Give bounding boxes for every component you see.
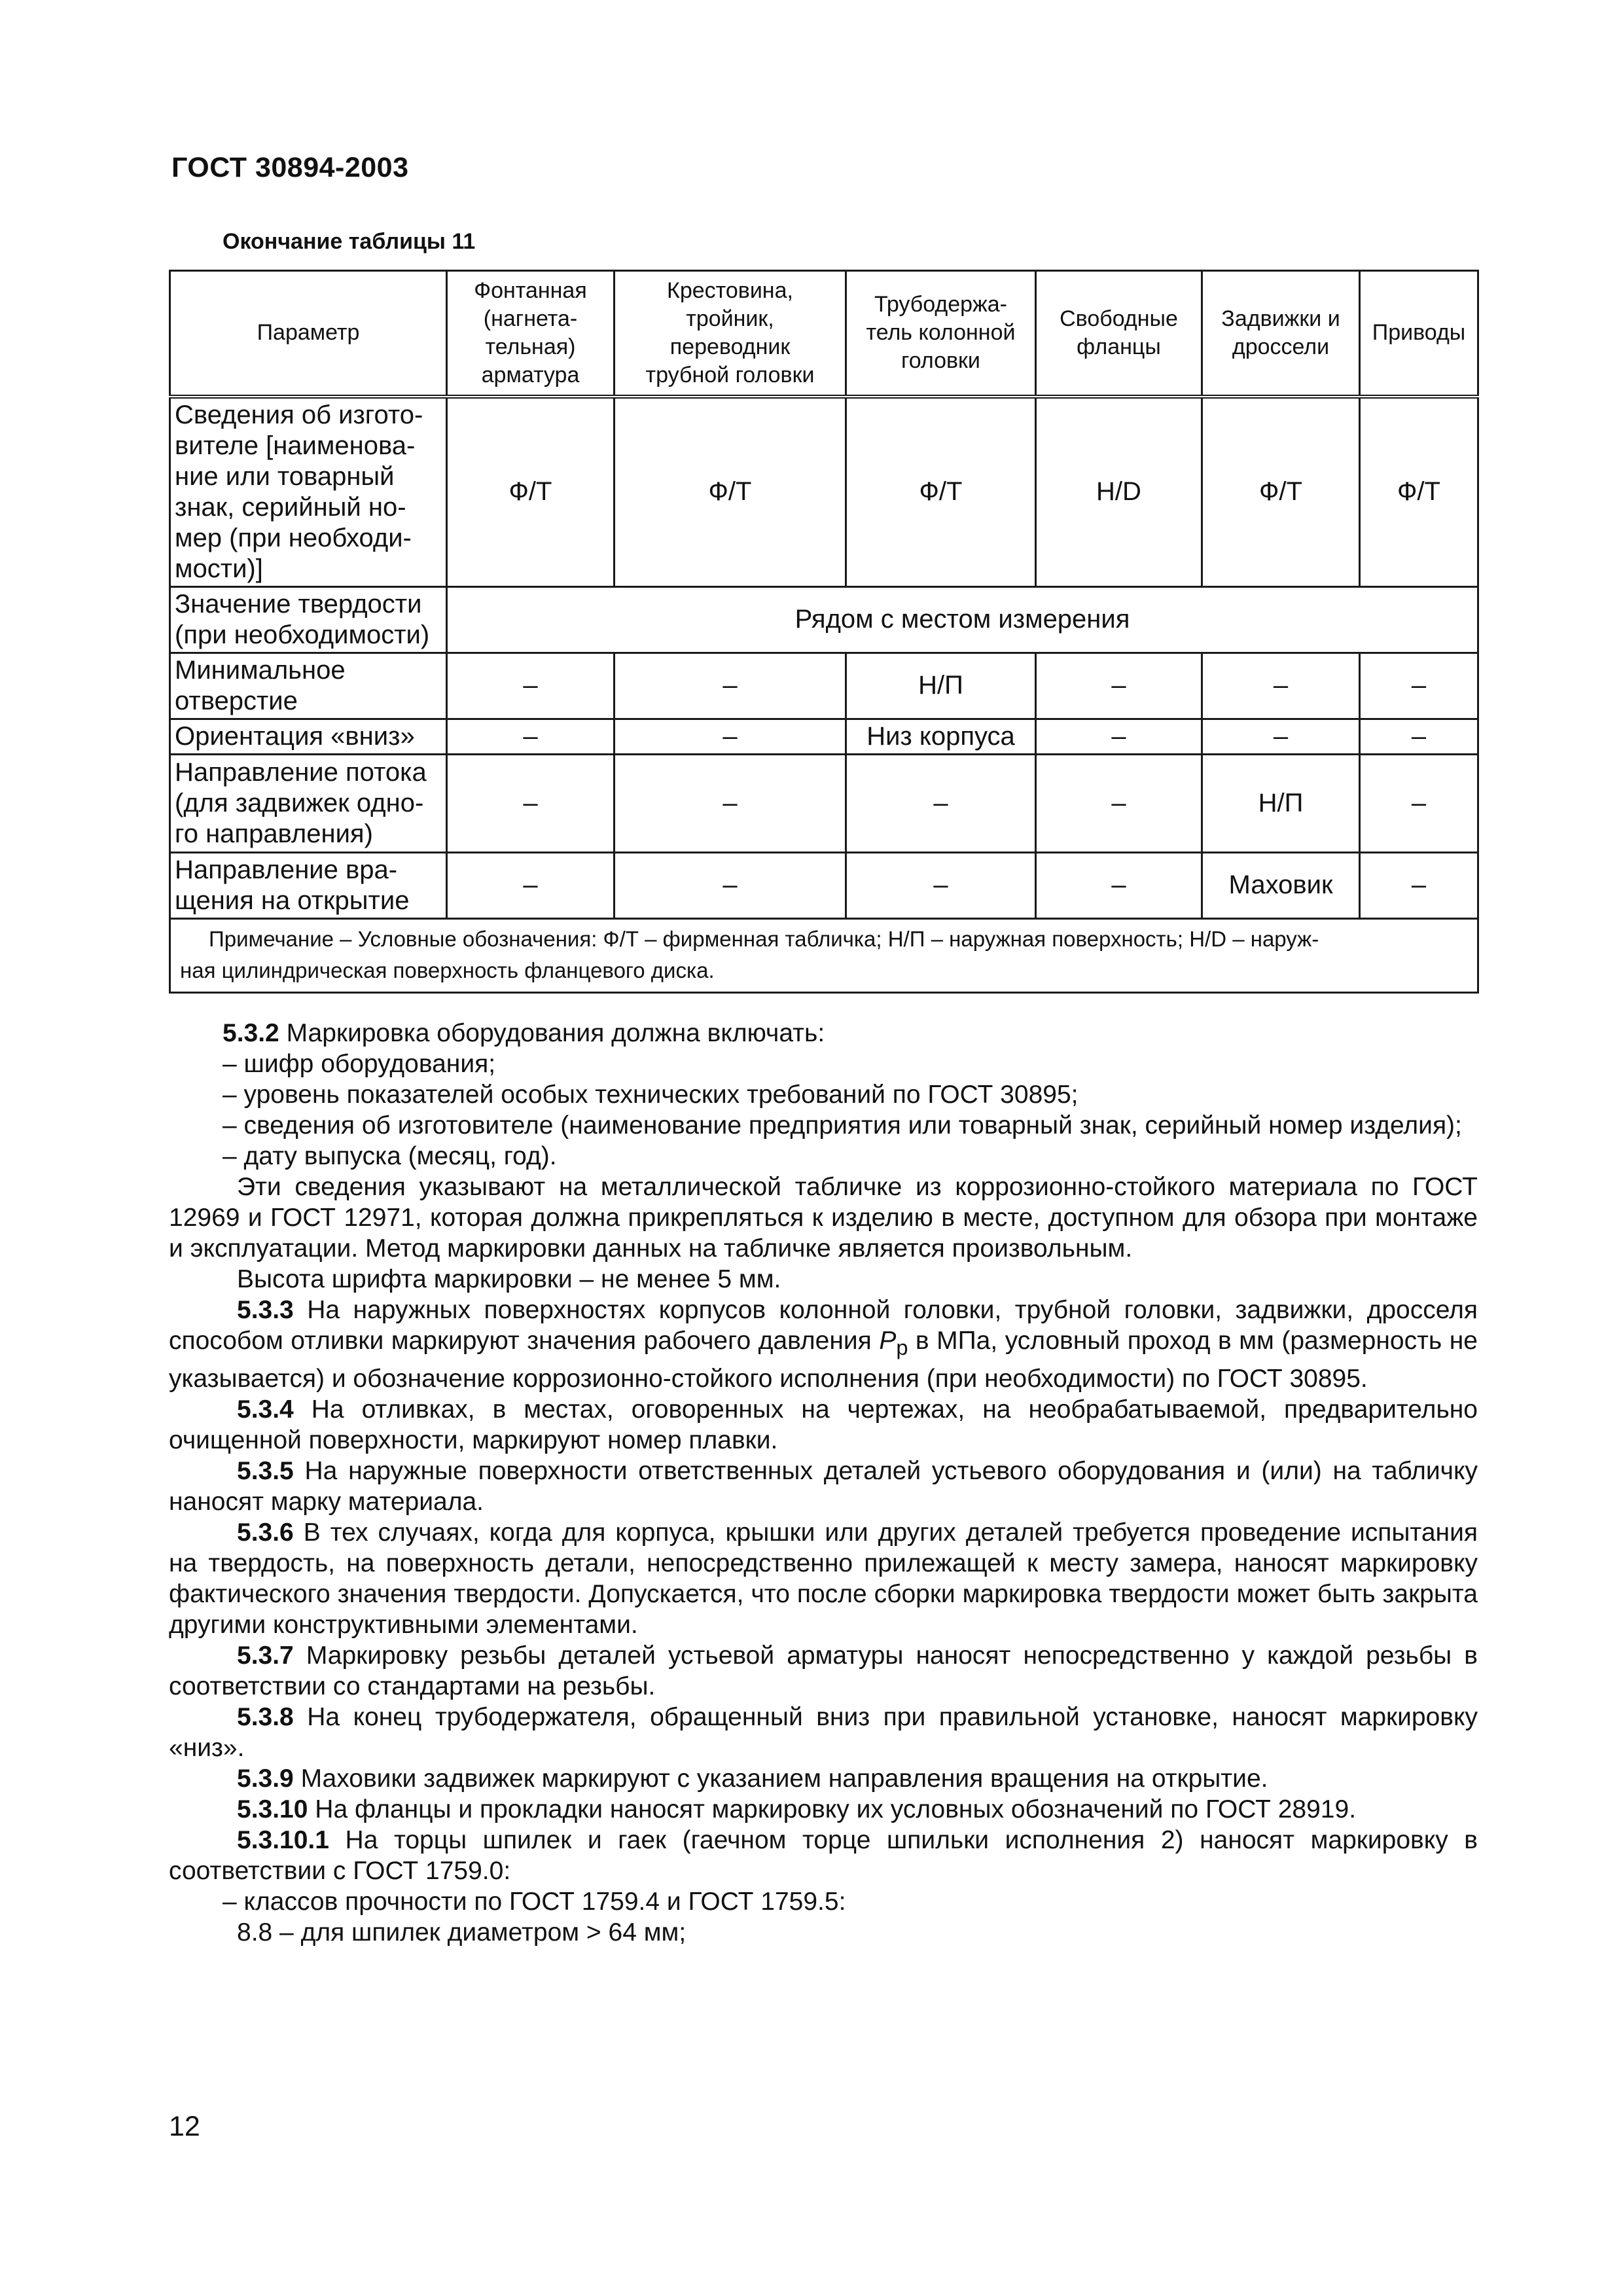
paragraph: 5.3.2 Маркировка оборудования должна включать: [223,1019,825,1047]
table-row [170,653,1478,719]
column-header: Приводы [1360,271,1478,397]
column-header: Трубодержа- тель колонной головки [846,271,1036,397]
value-cell: – [615,653,846,719]
value-cell: Н/П [846,653,1036,719]
value-cell: Ф/Т [615,397,846,587]
param-cell: Сведения об изгото- вителе [наименова- ние или товарный знак, серийный но- мер (при необходи- мости)] [170,397,447,587]
pressure-subscript: p [896,1335,908,1359]
table-row [170,852,1478,918]
list-item: 8.8 – для шпилек диаметром > 64 мм; [237,1918,687,1946]
paragraph: 5.3.6 В тех случаях, когда для корпуса, крышки или других деталей требуется проведение испытания на твердость, на поверхность детали, непосредственно прилежащей к месту замера, наносят маркировку фактического значения твердости. Допускается, что после сборки маркировка твердости может быть закрыта другими конструктивными элементами. [169,1518,1478,1639]
clause-number: 5.3.10 [237,1795,308,1823]
value-cell: – [1360,852,1478,918]
clause-number: 5.3.8 [237,1702,294,1731]
paragraph: Высота шрифта маркировки – не менее 5 мм. [237,1265,781,1293]
value-cell: – [615,719,846,754]
clause-number: 5.3.10.1 [237,1825,329,1854]
pressure-symbol: P [879,1327,897,1355]
clause-number: 5.3.6 [237,1518,294,1547]
table-note-row [170,918,1478,992]
list-item: – дату выпуска (месяц, год). [223,1142,557,1170]
paragraph: 5.3.4 На отливках, в местах, оговоренных на чертежах, на необрабатываемой, предварительно очищенной поверхности, маркируют номер плавки. [169,1395,1478,1454]
merged-value-cell: Рядом с местом измерения [447,586,1478,653]
value-cell: – [846,852,1036,918]
table-caption: Окончание таблицы 11 [223,229,476,254]
paragraph: 5.3.5 На наружные поверхности ответственных деталей устьевого оборудования и (или) на табличку наносят марку материала. [169,1456,1478,1516]
clause-number: 5.3.3 [237,1296,294,1324]
value-cell: – [1036,653,1202,719]
table-row [170,397,1478,587]
value-cell: – [615,754,846,852]
note-line: Примечание – Условные обозначения: Ф/Т – фирменная табличка; Н/П – наружная поверхность; H/D – наруж- [209,926,1319,951]
paragraph: 5.3.10.1 На торцы шпилек и гаек (гаечном торце шпильки исполнения 2) наносят маркировку в соответствии с ГОСТ 1759.0: [169,1825,1478,1885]
clause-number: 5.3.2 [223,1019,279,1047]
column-header: Задвижки и дроссели [1202,271,1360,397]
list-item: – шифр оборудования; [223,1050,496,1078]
value-cell: – [1360,719,1478,754]
paragraph: 5.3.7 Маркировку резьбы деталей устьевой арматуры наносят непосредственно у каждой резьбы в соответствии со стандартами на резьбы. [169,1641,1478,1700]
column-header: Параметр [170,271,447,397]
value-cell: – [1036,754,1202,852]
value-cell: Маховик [1202,852,1360,918]
table-header-row [170,271,1478,397]
clause-number: 5.3.7 [237,1641,294,1670]
marking-table [169,270,1479,994]
value-cell: – [1036,719,1202,754]
value-cell: – [846,754,1036,852]
clause-number: 5.3.4 [237,1395,294,1424]
paragraph: 5.3.3 На наружных поверхностях корпусов колонной головки, трубной головки, задвижки, дросселя способом отливки маркируют значения рабочего давления $P_p$ в МПа, условный проход в мм (размерность не указывается) и обозначение коррозионно-стойкого исполнения (при необходимости) по ГОСТ 30895. [169,1296,1478,1393]
value-cell: – [1360,653,1478,719]
value-cell: – [447,653,615,719]
paragraph: 5.3.10 На фланцы и прокладки наносят маркировку их условных обозначений по ГОСТ 28919. [237,1795,1357,1823]
value-cell: – [447,719,615,754]
paragraph: Эти сведения указывают на металлической табличке из коррозионно-стойкого материала по ГОСТ 12969 и ГОСТ 12971, которая должна прикрепляться к изделию в месте, доступном для обзора при монтаже и эксплуатации. Метод маркировки данных на табличке является произвольным. [169,1173,1478,1263]
note-line: ная цилиндрическая поверхность фланцевого диска. [180,958,715,982]
param-cell: Значение твердости (при необходимости) [170,586,447,653]
page-number: 12 [169,2111,200,2142]
value-cell: – [1036,852,1202,918]
param-cell: Направление потока (для задвижек одно- го направления) [170,754,447,852]
list-item: – классов прочности по ГОСТ 1759.4 и ГОСТ 1759.5: [223,1887,846,1916]
body-text [169,1018,1478,1948]
value-cell: – [447,852,615,918]
clause-number: 5.3.5 [237,1456,294,1485]
value-cell: Н/П [1202,754,1360,852]
list-item: – сведения об изготовителе (наименование предприятия или товарный знак, серийный номер изделия); [223,1111,1462,1139]
column-header: Фонтанная (нагнета- тельная) арматура [447,271,615,397]
table-row [170,754,1478,852]
value-cell: – [1202,719,1360,754]
table-row [170,719,1478,754]
column-header: Крестовина, тройник, переводник трубной головки [615,271,846,397]
value-cell: – [1202,653,1360,719]
paragraph: 5.3.9 Маховики задвижек маркируют с указанием направления вращения на открытие. [237,1764,1268,1793]
table-note [170,918,1478,992]
value-cell: H/D [1036,397,1202,587]
clause-number: 5.3.9 [237,1764,294,1793]
value-cell: Ф/Т [1360,397,1478,587]
list-item: – уровень показателей особых технических требований по ГОСТ 30895; [223,1081,1079,1109]
value-cell: – [447,754,615,852]
paragraph: 5.3.8 На конец трубодержателя, обращенный вниз при правильной установке, наносят маркировку «низ». [169,1702,1478,1762]
param-cell: Направление вра- щения на открытие [170,852,447,918]
table-row [170,586,1478,653]
param-cell: Ориентация «вниз» [170,719,447,754]
value-cell: Ф/Т [447,397,615,587]
value-cell: Ф/Т [846,397,1036,587]
value-cell: Низ корпуса [846,719,1036,754]
page-title: ГОСТ 30894-2003 [171,152,409,183]
value-cell: – [615,852,846,918]
param-cell: Минимальное отверстие [170,653,447,719]
value-cell: – [1360,754,1478,852]
value-cell: Ф/Т [1202,397,1360,587]
column-header: Свободные фланцы [1036,271,1202,397]
